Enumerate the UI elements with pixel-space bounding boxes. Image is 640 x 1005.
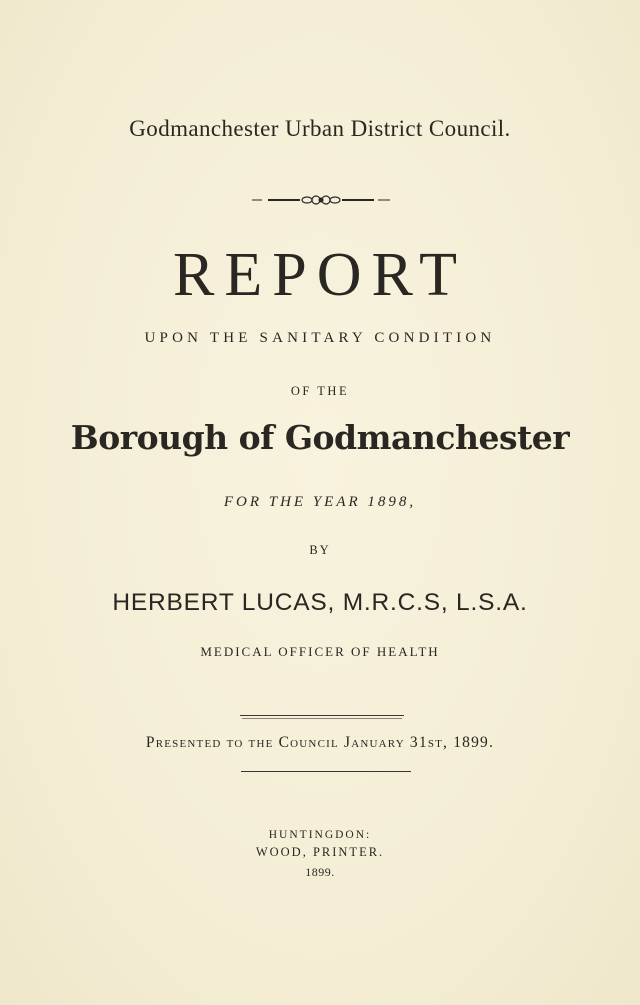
author-role: MEDICAL OFFICER OF HEALTH <box>200 644 440 659</box>
divider-rule-bottom <box>241 771 411 772</box>
author-name: HERBERT LUCAS, M.R.C.S, L.S.A. <box>112 589 528 616</box>
report-title: REPORT <box>173 241 467 309</box>
imprint-printer: WOOD, PRINTER. <box>255 845 385 859</box>
year-line: FOR THE YEAR 1898, <box>223 494 417 510</box>
presented-line: Presented to the Council January 31st, 1899. <box>145 734 495 751</box>
ornament-divider <box>250 193 392 207</box>
borough-heading: Borough of Godmanchester <box>70 418 570 457</box>
council-heading: Godmanchester Urban District Council. <box>129 116 511 141</box>
of-the-label: OF THE <box>290 384 350 398</box>
divider-rule-top-thin <box>242 718 402 719</box>
by-label: BY <box>309 543 331 557</box>
imprint-place: HUNTINGDON: <box>268 829 372 841</box>
report-subtitle: UPON THE SANITARY CONDITION <box>144 330 496 346</box>
imprint-year: 1899. <box>305 865 335 879</box>
divider-rule-top <box>240 715 404 716</box>
